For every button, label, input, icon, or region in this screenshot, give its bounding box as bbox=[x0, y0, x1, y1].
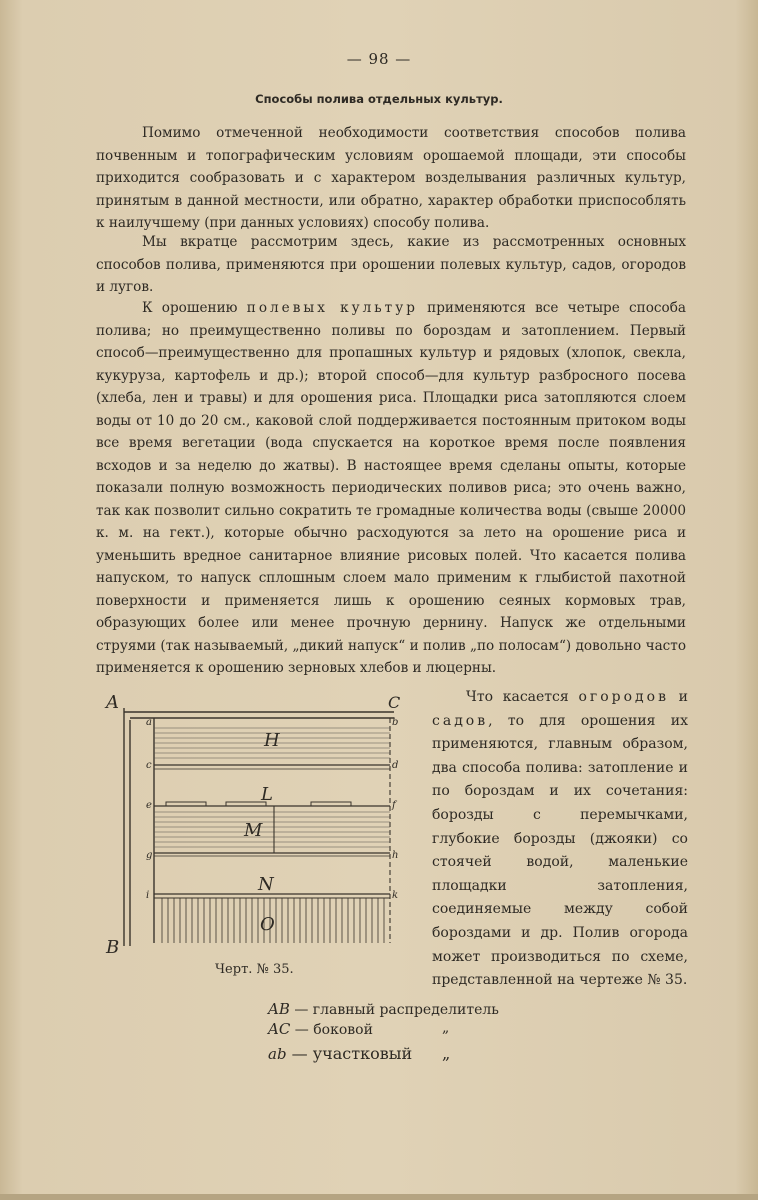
label-a-small: a bbox=[146, 717, 152, 728]
side-lead: Что касается bbox=[466, 689, 579, 705]
side-emphasis-2: садов bbox=[432, 712, 489, 729]
side-body: , то для орошения их применяются, главным образом, два способа полива: затопление и по бороздам и их сочетания: борозды с перемычками, глубокие борозды (джояки) со стоячей водой, маленькие площадки затопления, соединяемые между собой бороздами и др. Полив огорода может производиться по схеме, представленной на чертеже № 35. bbox=[432, 712, 688, 989]
page-number: — 98 — bbox=[346, 50, 412, 68]
section-title: Способы полива отдельных культур. bbox=[255, 92, 503, 106]
paragraph-3-lead: К орошению bbox=[142, 300, 247, 316]
legend-ditto: „ bbox=[442, 1020, 450, 1036]
side-mid: и bbox=[668, 689, 689, 705]
irrigation-diagram bbox=[96, 688, 416, 958]
label-i-small: i bbox=[146, 890, 150, 901]
legend-symbol: ab bbox=[268, 1045, 287, 1063]
label-n: N bbox=[258, 874, 274, 895]
label-o: O bbox=[260, 914, 275, 935]
label-a-main: A bbox=[106, 692, 119, 713]
label-f-small: f bbox=[392, 800, 396, 811]
legend-symbol: AC bbox=[268, 1020, 291, 1038]
label-g-small: g bbox=[146, 850, 153, 861]
section-m-furrows bbox=[154, 812, 390, 847]
side-emphasis-1: огородов bbox=[578, 689, 669, 705]
legend-text: — участковый bbox=[291, 1044, 413, 1063]
paragraph-2: Мы вкратце рассмотрим здесь, какие из рассмотренных основных способов полива, применяются при орошении полевых культур, садов, огородов и лугов. bbox=[96, 234, 686, 295]
figure-caption: Черт. № 35. bbox=[215, 962, 294, 977]
paragraph-3-emphasis: полевых культур bbox=[246, 300, 418, 316]
label-b-main: B bbox=[106, 937, 120, 958]
paragraph-3-body: применяются все четыре способа полива; но преимущественно поливы по бороздам и затоплением. Первый способ—преимущественно для пропашных культур и рядовых (хлопок, свекла, кукуруза, картофель и др.); второй способ—для культур разбросного посева (хлеба, лен и травы) и для орошения риса. Площадки риса затопляются слоем воды от 10 до 20 см., каковой слой поддерживается постоянным притоком воды все время вегетации (вода спускается на короткое время после появления всходов и за неделю до жатвы). В настоящее время сделаны опыты, которые показали полную возможность периодических поливов риса; это очень важно, так как позволит сильно сократить те громадные количества воды (свыше 20000 к. м. на гект.), которые обычно расходуются за лето на орошение риса и уменьшить вредное санитарное влияние рисовых полей. Что касается полива напуском, то напуск сплошным слоем мало применим к глыбистой пахотной поверхности и применяется лишь к орошению сеяных кормовых трав, образующих более или менее прочную дернину. Напуск же отдельными струями (так называемый, „дикий напуск“ и полив „по полосам“) довольно часто применяется к орошению зерновых хлебов и люцерны. bbox=[96, 300, 686, 676]
legend-ditto: „ bbox=[442, 1044, 451, 1063]
label-l: L bbox=[261, 784, 273, 805]
label-h: H bbox=[264, 730, 280, 751]
legend-row bbox=[268, 1000, 499, 1018]
page-bottom-edge bbox=[0, 1194, 758, 1200]
legend-row bbox=[268, 1044, 451, 1063]
label-m: M bbox=[244, 820, 263, 841]
paragraph-1: Помимо отмеченной необходимости соответствия способов полива почвенным и топографическим условиям орошаемой площади, эти способы приходится сообразовать и с характером возделывания различных культур, принятым в данной местности, или обратно, характер обработки приспособлять к наилучшему (при данных условиях) способу полива. bbox=[96, 125, 686, 231]
legend-text: — боковой bbox=[294, 1022, 373, 1038]
side-paragraph bbox=[432, 686, 688, 993]
legend-text: — главный распределитель bbox=[294, 1002, 499, 1018]
legend-symbol: AB bbox=[268, 1000, 290, 1018]
label-d-small: d bbox=[392, 760, 399, 771]
label-k-small: k bbox=[392, 890, 399, 901]
label-h-small: h bbox=[392, 850, 399, 861]
paragraph-3 bbox=[96, 297, 686, 680]
legend-row bbox=[268, 1020, 450, 1038]
label-c-small: c bbox=[146, 760, 152, 771]
label-e-small: e bbox=[146, 800, 152, 811]
label-b-small: b bbox=[392, 717, 399, 728]
label-c-main: C bbox=[388, 693, 401, 712]
